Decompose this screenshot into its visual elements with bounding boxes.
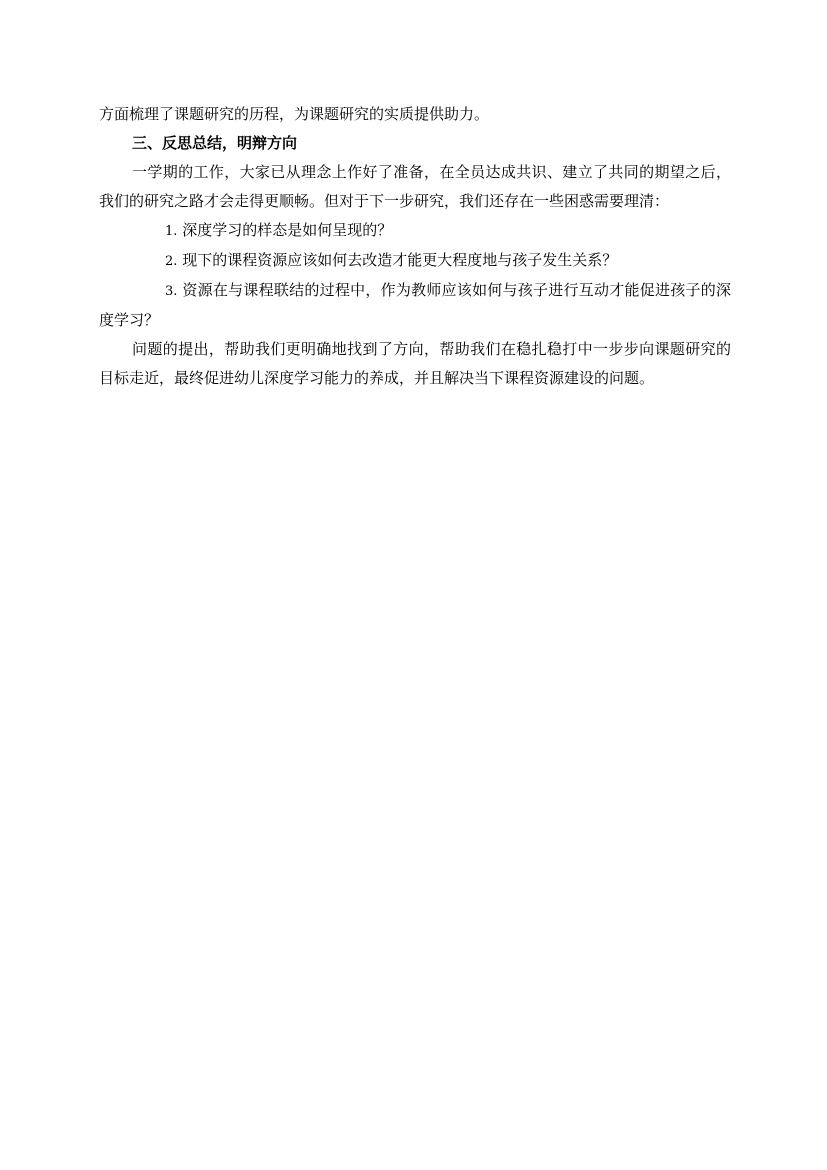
question-text: 现下的课程资源应该如何去改造才能更大程度地与孩子发生关系？: [182, 251, 618, 269]
lead-paragraph: 方面梳理了课题研究的历程，为课题研究的实质提供助力。: [99, 105, 490, 123]
question-text: 资源在与课程联结的过程中，作为教师应该如何与孩子进行互动才能促进孩子的深度学习？: [99, 281, 731, 329]
question-item-3: [99, 276, 731, 335]
intro-paragraph: 一学期的工作，大家已从理念上作好了准备，在全员达成共识、建立了共同的期望之后，我们的研究之路才会走得更顺畅。但对于下一步研究，我们还存在一些困惑需要理清：: [99, 163, 731, 210]
section-heading: 三、反思总结，明辩方向: [132, 134, 298, 152]
question-item-1: [99, 216, 731, 246]
question-item-2: [99, 246, 731, 276]
question-number: 2.: [165, 254, 178, 269]
closing-paragraph: 问题的提出，帮助我们更明确地找到了方向，帮助我们在稳扎稳打中一步步向课题研究的目标走近，最终促进幼儿深度学习能力的养成，并且解决当下课程资源建设的问题。: [99, 340, 731, 387]
question-number: 3.: [165, 284, 178, 299]
document-body: [99, 100, 731, 393]
question-text: 深度学习的样态是如何呈现的？: [182, 221, 393, 239]
question-number: 1.: [165, 224, 178, 239]
